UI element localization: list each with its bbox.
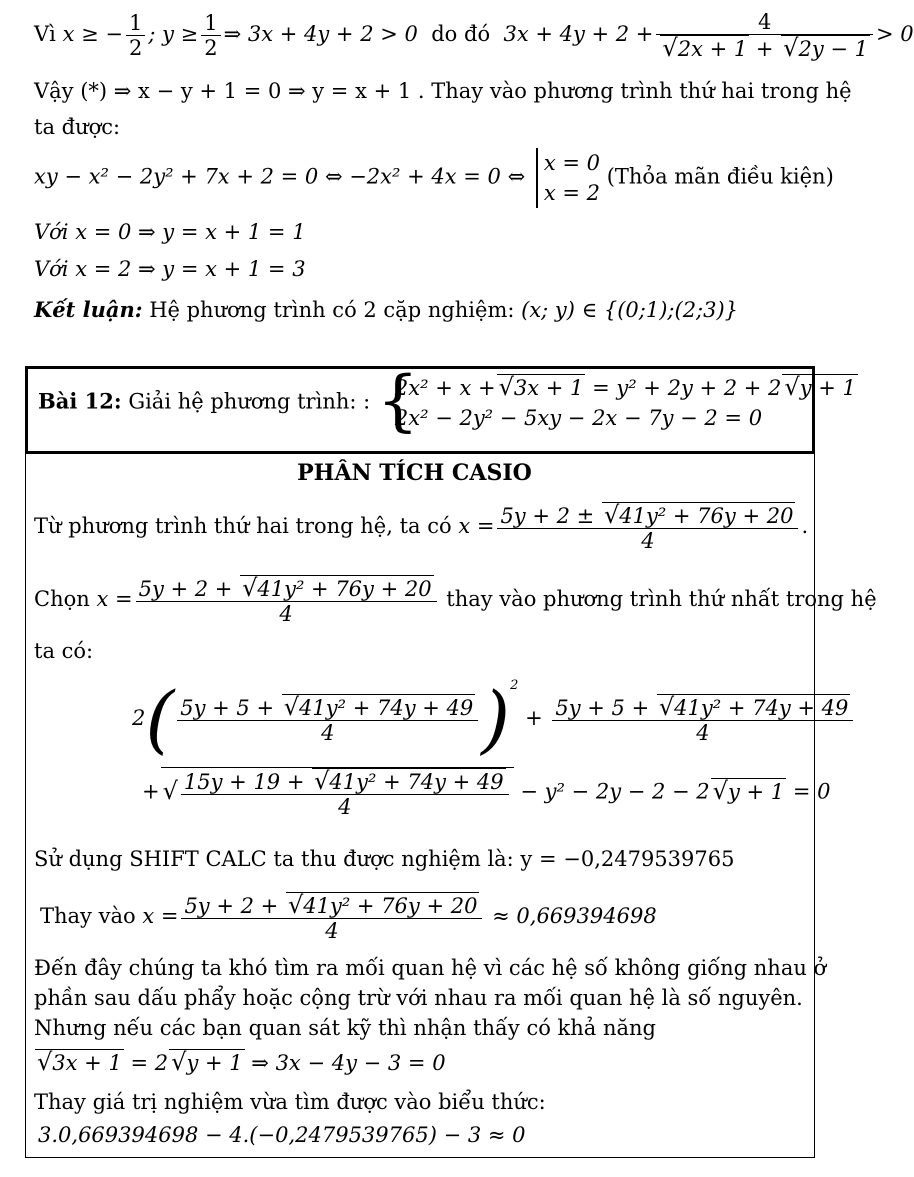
ta-duoc: ta được:: [34, 115, 121, 139]
thay-gia-tri-line: Thay giá trị nghiệm vừa tìm được vào biểu thức:: [34, 1090, 546, 1114]
thay-x-eq: x =: [142, 904, 179, 928]
ket-luan-set: (x; y) ∈ {(0;1);(2;3)}: [521, 298, 739, 322]
problem-line: [38, 373, 858, 433]
thay-vao-line: [40, 892, 657, 943]
vi-frac1: $\frac{1}{2}$: [126, 11, 145, 60]
para-line-1: Đến đây chúng ta khó tìm ra mối quan hệ vì các hệ số không giống nhau ở: [34, 956, 827, 980]
eq-line-text: xy − x² − 2y² + 7x + 2 = 0 ⇔ −2x² + 4x = 0 ⇔: [34, 164, 526, 189]
rel-end: ⇒ 3x − 4y − 3 = 0: [251, 1051, 446, 1075]
problem-label: Bài 12:: [38, 388, 122, 414]
from-eq2-text: Từ phương trình thứ hai trong hệ, ta có: [34, 514, 452, 538]
big-eq-line-1: 2( $\frac{\text{5y + 5 + √ 41y² + 74y + 49}}{4}$ )$^2$ + $\frac{\text{5y + 5 + √ 41y² + 74y + 49}}{4}$: [132, 673, 856, 757]
do-do: do đó: [431, 22, 491, 46]
choose-after: thay vào phương trình thứ nhất trong hệ: [446, 587, 877, 611]
plus-frac: $\frac{\text{5y + 5 + √ 41y² + 74y + 49}}{4}$: [552, 694, 853, 745]
ta-co: ta có:: [34, 639, 94, 663]
thay-vao-text: Thay vào: [40, 904, 136, 928]
sq-term: √ $\frac{\text{15y + 19 + √ 41y² + 74y + 49}}{4}$: [161, 767, 514, 819]
rel-mid: = 2: [130, 1051, 169, 1075]
eq-line: [34, 148, 834, 208]
eq-cases: x = 0 x = 2: [536, 148, 600, 208]
sq-tail-rad: √ y + 1: [711, 778, 786, 804]
ket-luan-line: [34, 297, 738, 323]
thay-approx: ≈ 0,669394698: [492, 904, 657, 928]
x-eq: x =: [458, 514, 495, 538]
rel-rad1: √ 3x + 1: [35, 1049, 124, 1075]
vi-expr: 3x + 4y + 2 +: [503, 22, 654, 46]
choose-text: Chọn: [34, 587, 90, 611]
vi-line: [34, 10, 914, 61]
final-expr-line: 3.0,669394698 − 4.(−0,2479539765) − 3 ≈ 0: [38, 1123, 526, 1147]
problem-system: { 2x² + x +√ 3x + 1 = y² + 2y + 2 + 2√ y + 1 2x² − 2y² − 5xy − 2x − 7y − 2 = 0: [381, 373, 858, 433]
vi-gt: > 0: [876, 22, 914, 46]
from-eq2-line: Từ phương trình thứ hai trong hệ, ta có x = $\frac{\text{5y + 2 ± √ 41y² + 76y + 20}}{4}$ .: [34, 502, 808, 553]
vi-frac-main: 4 √ 2x + 1 + √ 2y − 1: [656, 10, 873, 61]
rel-rad2: √ y + 1: [169, 1049, 244, 1075]
thay-frac: $\frac{\text{5y + 2 + √ 41y² + 76y + 20}}{4}$: [181, 892, 482, 943]
vi-sep: ; y ≥: [148, 22, 199, 46]
vi-cond-a: x ≥ −: [62, 22, 123, 46]
ket-luan-text: Hệ phương trình có 2 cặp nghiệm:: [149, 298, 515, 322]
voi-line-2: Với x = 2 ⇒ y = x + 1 = 3: [34, 257, 306, 281]
shift-calc-line: Sử dụng SHIFT CALC ta thu được nghiệm là: y = −0,2479539765: [34, 847, 735, 871]
root-frac: $\frac{\text{5y + 2 ± √ 41y² + 76y + 20}}{4}$: [497, 502, 798, 553]
para-line-2: phần sau dấu phẩy hoặc cộng trừ với nhau ra mối quan hệ là số nguyên.: [34, 986, 803, 1010]
ket-luan-label: Kết luận:: [34, 297, 143, 322]
big-coef: 2: [132, 706, 146, 730]
big-pow: 2: [510, 678, 519, 693]
vay-line: Vậy (*) ⇒ x − y + 1 = 0 ⇒ y = x + 1 . Thay vào phương trình thứ hai trong hệ: [34, 79, 852, 103]
voi-line-1: Với x = 0 ⇒ y = x + 1 = 1: [34, 220, 306, 244]
para-line-3: Nhưng nếu các bạn quan sát kỹ thì nhận thấy có khả năng: [34, 1016, 656, 1040]
choose-frac: $\frac{\text{5y + 2 + √ 41y² + 76y + 20}}{4}$: [136, 575, 437, 626]
relation-line: [34, 1049, 446, 1076]
choose-line: [34, 575, 877, 626]
big-eq-line-2: + √ $\frac{\text{15y + 19 + √ 41y² + 74y + 49}}{4}$ − y² − 2y − 2 − 2√ y + 1 = 0: [142, 767, 830, 819]
sq-tail: − y² − 2y − 2 − 2: [520, 779, 710, 804]
analysis-heading: PHÂN TÍCH CASIO: [297, 460, 532, 486]
big-frac: $\frac{\text{5y + 5 + √ 41y² + 74y + 49}}{4}$: [177, 694, 478, 745]
vi-word: Vì: [34, 22, 56, 46]
sq-tail-end: = 0: [792, 779, 831, 804]
problem-text: Giải hệ phương trình: :: [128, 389, 371, 414]
vi-implies: ⇒ 3x + 4y + 2 > 0: [223, 22, 418, 46]
vi-frac2: $\frac{1}{2}$: [201, 11, 220, 60]
choose-x-eq: x =: [96, 587, 133, 611]
eq-note: (Thỏa mãn điều kiện): [606, 164, 834, 189]
